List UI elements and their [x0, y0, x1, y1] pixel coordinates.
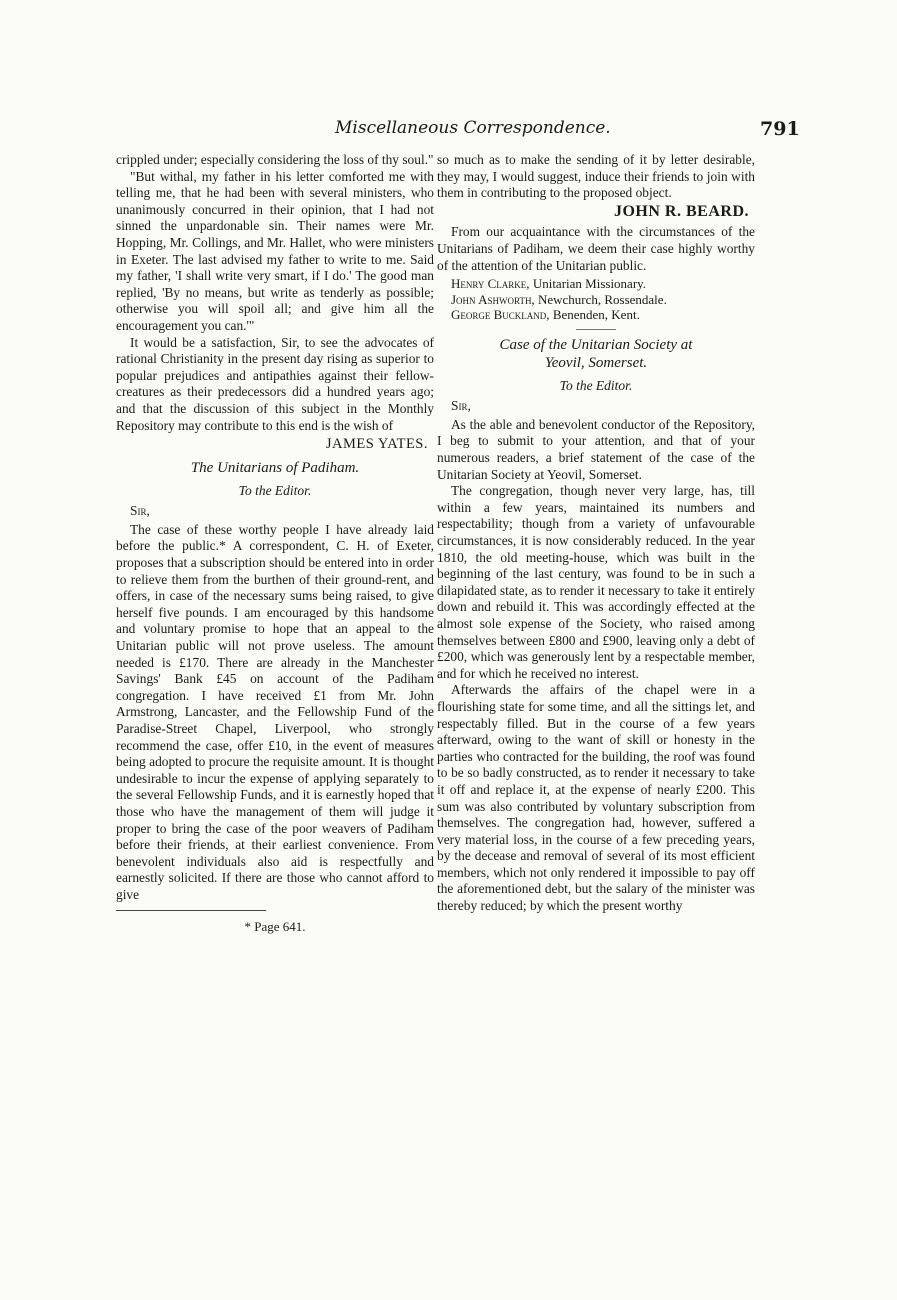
salutation: Sir, — [130, 503, 150, 519]
paragraph: "But withal, my father in his letter comforted me with telling me, that he had been with several ministers, who unanimously concurred in their opinion, that I had not sinned the unpardonable sin. Their names were Mr. Hopping, Mr. Collings, and Mr. Hallet, who were ministers in Exeter. The last advised my father to write to me. Said my father, 'I shall write very smart, if I do.' The good man replied, 'By no means, but write as tenderly as possible; otherwise you will spoil all; and give him all the encouragement you can.'" — [116, 168, 434, 333]
left-column — [116, 152, 434, 935]
paragraph: It would be a satisfaction, Sir, to see the advocates of rational Christianity in the present day rising as superior to popular prejudices and antipathies against their fellow-creatures as their predecessors did a hundred years ago; and that the discussion of this subject in the Monthly Repository may contribute to this end is the wish of — [116, 334, 434, 433]
signature-john-beard: JOHN R. BEARD. — [613, 202, 749, 220]
signer: John Ashworth, Newchurch, Rossendale. — [451, 291, 667, 307]
paragraph: As the able and benevolent conductor of the Repository, I beg to submit to your attention, and that of your numerous readers, a brief statement of the case of the Unitarian Society at Yeovil, Somerset. — [437, 416, 755, 482]
signers-list — [451, 276, 755, 323]
paragraph: so much as to make the sending of it by letter desirable, they may, I would suggest, induce their friends to join with them in contributing to the proposed object. — [437, 152, 755, 201]
section-divider — [576, 329, 616, 330]
footnote: * Page 641. — [244, 918, 306, 934]
page-header — [0, 118, 897, 144]
to-editor-label: To the Editor. — [559, 377, 633, 393]
running-head: Miscellaneous Correspondence. — [335, 118, 611, 138]
paragraph: The congregation, though never very large, has, till within a few years, maintained its numbers and respectability; though from a variety of unfavourable circumstances, it is now considerably reduced. In the year 1810, the old meeting-house, which was built in the beginning of the last century, was found to be in such a dilapidated state, as to render it necessary to take it entirely down and rebuild it. This was accordingly effected at the almost sole expense of the Society, who raised among themselves between £800 and £900, leaving only a debt of £200, which was generously lent by a respectable member, and for which he received no interest. — [437, 483, 755, 681]
right-column — [437, 152, 755, 915]
signer: George Buckland, Benenden, Kent. — [451, 307, 640, 323]
article-heading-padiham: The Unitarians of Padiham. — [190, 459, 360, 476]
signature-james-yates: JAMES YATES. — [325, 436, 428, 453]
paragraph: Afterwards the affairs of the chapel were in a flourishing state for some time, and all the sittings let, and respectably filled. But in the course of a few years afterward, owing to the want of skill or honesty in the parties who contracted for the building, the roof was found to be so badly constructed, as to render it necessary to take it off and replace it, at the expense of nearly £200. This sum was also contributed by voluntary subscription from themselves. The congregation had, however, suffered a very material loss, in the course of a few preceding years, by the decease and removal of several of its most efficient members, which not only rendered it impossible to pay off the aforementioned debt, but the salary of the minister was thereby reduced; by which the present worthy — [437, 682, 755, 914]
paragraph: crippled under; especially considering the loss of thy soul." — [116, 152, 434, 167]
signer: Henry Clarke, Unitarian Missionary. — [451, 276, 647, 292]
salutation: Sir, — [451, 398, 471, 414]
article-heading-yeovil: Case of the Unitarian Society at Yeovil, Somerset. — [499, 336, 693, 371]
page-number: 791 — [760, 118, 800, 140]
footnote-divider — [116, 910, 266, 911]
to-editor-label: To the Editor. — [238, 482, 312, 498]
paragraph: The case of these worthy people I have already laid before the public.* A correspondent, C. H. of Exeter, proposes that a subscription should be entered into in order to relieve them from the burthen of their ground-rent, and offers, in case of the necessary sums being raised, to give herself five pounds. I am encouraged by this handsome and voluntary promise to hope that an appeal to the Unitarian public will not prove useless. The amount needed is £170. There are already in the Manchester Savings' Bank £45 on account of the Padiham congregation. I have received £1 from Mr. John Armstrong, Lancaster, and the Fellowship Fund of the Paradise-Street Chapel, Liverpool, who strongly recommend the case, offer £10, in the event of measures being adopted to procure the requisite amount. It is thought undesirable to incur the expense of applying separately to the several Fellowship Funds, and it is earnestly hoped that those who have the management of them will judge it proper to bring the case of the poor weavers of Padiham before their friends, at their earliest convenience. From benevolent individuals also aid is respectfully and earnestly solicited. If there are those who cannot afford to give — [116, 521, 434, 902]
paragraph: From our acquaintance with the circumstances of the Unitarians of Padiham, we deem their case highly worthy of the attention of the Unitarian public. — [437, 224, 755, 273]
